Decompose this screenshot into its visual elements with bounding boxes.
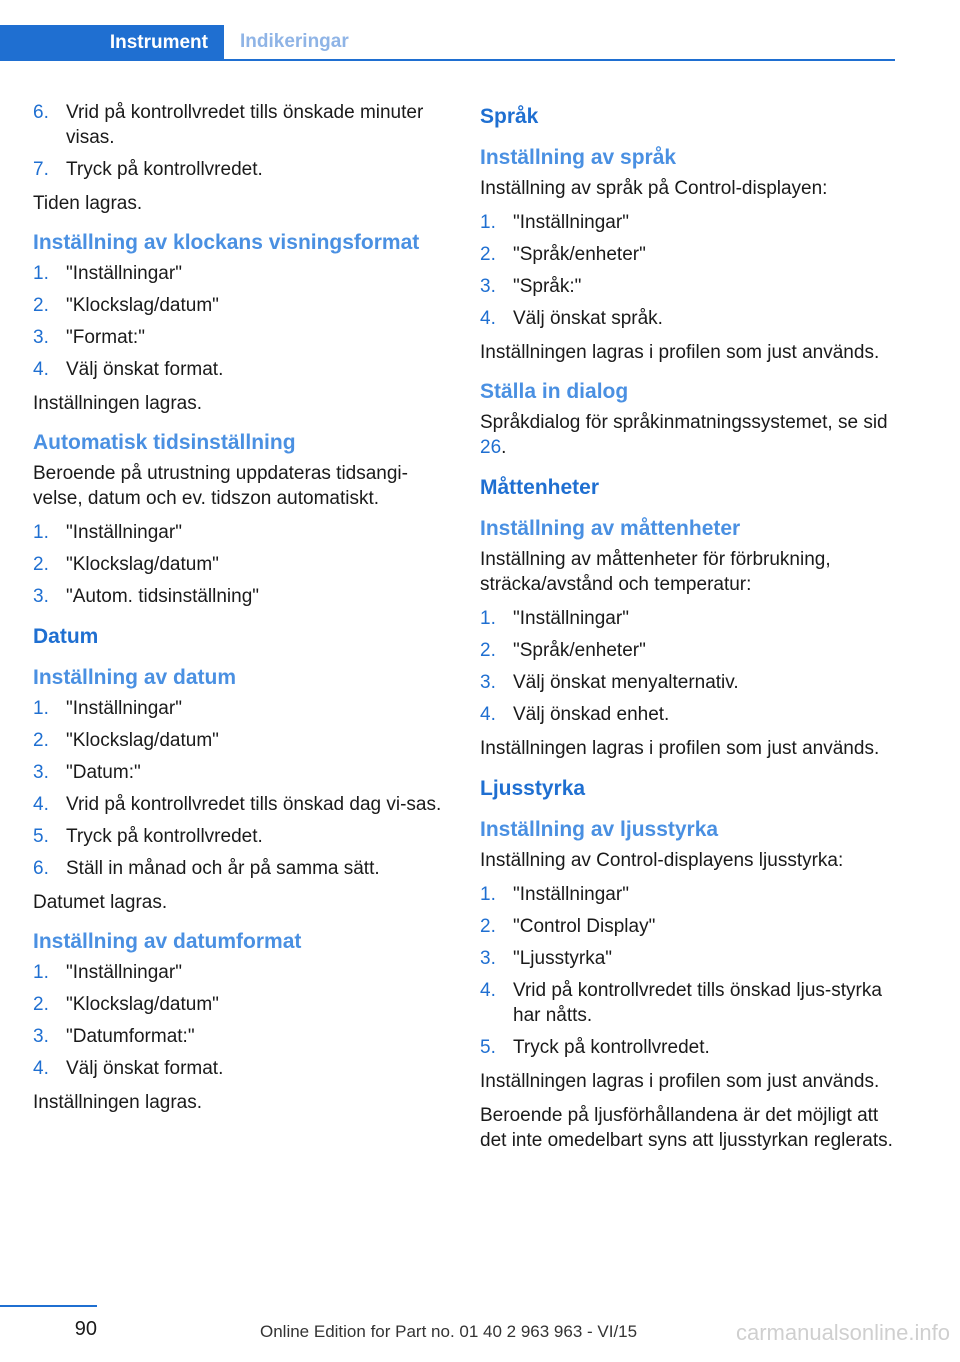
time-saved-text: Tiden lagras. [33, 193, 143, 214]
date-format-steps [33, 960, 448, 1081]
step-text: "Control Display" [513, 916, 656, 937]
brightness-heading: Ljusstyrka [480, 777, 586, 800]
list-item [480, 978, 900, 1028]
step-number: 7. [33, 159, 49, 180]
list-item [480, 882, 900, 907]
units-steps [480, 606, 900, 727]
list-item [33, 992, 448, 1017]
step-number: 4. [480, 704, 496, 725]
brightness-description: Inställning av Control-displayens ljusstyrka: [480, 850, 844, 871]
date-format-heading: Inställning av datumformat [33, 930, 302, 953]
date-steps [33, 696, 448, 881]
auto-time-steps [33, 520, 448, 609]
list-item [33, 293, 448, 318]
list-item [33, 696, 448, 721]
list-item [480, 670, 900, 695]
step-number: 3. [33, 762, 49, 783]
units-description: Inställning av måttenheter för förbrukning, sträcka/avstånd och temperatur: [480, 549, 831, 595]
step-text: Vrid på kontrollvredet tills önskad ljus-styrka har nåtts. [513, 980, 882, 1026]
step-text: Välj önskat menyalternativ. [513, 672, 739, 693]
page-reference-link[interactable]: 26 [480, 437, 502, 458]
step-number: 5. [480, 1037, 496, 1058]
language-saved-text: Inställningen lagras i profilen som just används. [480, 342, 880, 363]
step-number: 4. [33, 359, 49, 380]
dialog-description [480, 410, 900, 460]
step-text: Välj önskat format. [66, 1058, 224, 1079]
language-steps [480, 210, 900, 331]
list-item [33, 552, 448, 577]
list-item [33, 584, 448, 609]
step-number: 2. [33, 554, 49, 575]
list-item [33, 520, 448, 545]
step-number: 1. [33, 263, 49, 284]
footer-divider [0, 1305, 97, 1307]
list-item [480, 606, 900, 631]
step-text: "Språk/enheter" [513, 640, 646, 661]
list-item [33, 1056, 448, 1081]
step-number: 3. [33, 327, 49, 348]
units-saved-text: Inställningen lagras i profilen som just används. [480, 738, 880, 759]
dialog-text-end: . [501, 437, 507, 458]
step-number: 6. [33, 102, 49, 123]
setting-saved-text: Inställningen lagras. [33, 393, 202, 414]
language-description: Inställning av språk på Control-displayen: [480, 178, 828, 199]
step-text: Tryck på kontrollvredet. [66, 159, 263, 180]
step-number: 5. [33, 826, 49, 847]
step-text: Välj önskat format. [66, 359, 224, 380]
dialog-heading: Ställa in dialog [480, 380, 629, 403]
watermark: carmanualsonline.info [735, 1320, 950, 1345]
step-number: 2. [33, 994, 49, 1015]
language-heading: Språk [480, 105, 539, 128]
list-item [480, 914, 900, 939]
brightness-saved-text: Inställningen lagras i profilen som just används. [480, 1071, 880, 1092]
step-text: "Inställningar" [513, 608, 629, 629]
step-number: 2. [480, 244, 496, 265]
step-number: 4. [33, 1058, 49, 1079]
step-text: Vrid på kontrollvredet tills önskad dag vi-sas. [66, 794, 442, 815]
auto-time-description: Beroende på utrustning uppdateras tidsangi-velse, datum och ev. tidszon automatiskt. [33, 463, 408, 509]
brightness-steps [480, 882, 900, 1060]
header-tabbar [0, 25, 895, 61]
step-number: 4. [33, 794, 49, 815]
step-text: "Datum:" [66, 762, 141, 783]
time-steps-list [33, 100, 448, 182]
language-setting-heading: Inställning av språk [480, 146, 677, 169]
step-text: Välj önskat språk. [513, 308, 663, 329]
edition-text: Online Edition for Part no. 01 40 2 963 963 - VI/15 [260, 1322, 638, 1341]
step-text: "Format:" [66, 327, 145, 348]
step-number: 1. [480, 608, 496, 629]
step-text: "Ljusstyrka" [513, 948, 613, 969]
brightness-setting-heading: Inställning av ljusstyrka [480, 818, 719, 841]
units-setting-heading: Inställning av måttenheter [480, 517, 741, 540]
header-divider [0, 59, 895, 61]
step-text: "Klockslag/datum" [66, 554, 219, 575]
list-item [33, 261, 448, 286]
step-number: 1. [480, 884, 496, 905]
list-item [480, 274, 900, 299]
step-number: 3. [33, 586, 49, 607]
step-number: 3. [480, 672, 496, 693]
step-text: "Inställningar" [513, 884, 629, 905]
step-number: 6. [33, 858, 49, 879]
step-text: Tryck på kontrollvredet. [513, 1037, 710, 1058]
step-text: "Språk/enheter" [513, 244, 646, 265]
step-text: Tryck på kontrollvredet. [66, 826, 263, 847]
clock-format-heading: Inställning av klockans visningsformat [33, 231, 420, 254]
list-item [480, 946, 900, 971]
page-number: 90 [74, 1318, 97, 1340]
step-text: "Klockslag/datum" [66, 730, 219, 751]
step-text: "Autom. tidsinställning" [66, 586, 260, 607]
step-text: "Inställningar" [66, 263, 182, 284]
list-item [480, 242, 900, 267]
auto-time-heading: Automatisk tidsinställning [33, 431, 296, 454]
step-text: "Språk:" [513, 276, 582, 297]
list-item [480, 638, 900, 663]
step-number: 4. [480, 980, 496, 1001]
step-number: 3. [480, 948, 496, 969]
step-number: 1. [33, 962, 49, 983]
list-item [480, 210, 900, 235]
clock-format-steps [33, 261, 448, 382]
step-text: Vrid på kontrollvredet tills önskade minuter visas. [66, 102, 424, 148]
step-text: "Klockslag/datum" [66, 994, 219, 1015]
step-text: "Inställningar" [513, 212, 629, 233]
list-item [33, 824, 448, 849]
step-text: Välj önskad enhet. [513, 704, 670, 725]
step-number: 3. [480, 276, 496, 297]
step-number: 2. [33, 295, 49, 316]
step-text: "Inställningar" [66, 962, 182, 983]
date-format-saved-text: Inställningen lagras. [33, 1092, 202, 1113]
list-item [33, 100, 448, 150]
step-text: "Klockslag/datum" [66, 295, 219, 316]
brightness-note: Beroende på ljusförhållandena är det möjligt att det inte omedelbart syns att ljusstyrkan reglerats. [480, 1105, 893, 1151]
list-item [480, 1035, 900, 1060]
dialog-text: Språkdialog för språkinmatningssystemet, se sid [480, 412, 888, 433]
step-number: 1. [480, 212, 496, 233]
step-number: 2. [33, 730, 49, 751]
list-item [480, 306, 900, 331]
list-item [33, 325, 448, 350]
tab-indikeringar[interactable]: Indikeringar [240, 31, 349, 52]
step-number: 2. [480, 640, 496, 661]
step-number: 2. [480, 916, 496, 937]
list-item [33, 157, 448, 182]
step-number: 1. [33, 698, 49, 719]
step-number: 3. [33, 1026, 49, 1047]
list-item [33, 728, 448, 753]
step-text: Ställ in månad och år på samma sätt. [66, 858, 380, 879]
step-number: 1. [33, 522, 49, 543]
step-number: 4. [480, 308, 496, 329]
date-heading: Datum [33, 625, 99, 648]
units-heading: Måttenheter [480, 476, 600, 499]
step-text: "Inställningar" [66, 698, 182, 719]
list-item [33, 1024, 448, 1049]
left-column [33, 100, 448, 1124]
list-item [480, 702, 900, 727]
list-item [33, 792, 448, 817]
tab-instrument[interactable]: Instrument [0, 25, 224, 61]
list-item [33, 856, 448, 881]
list-item [33, 760, 448, 785]
date-saved-text: Datumet lagras. [33, 892, 168, 913]
list-item [33, 960, 448, 985]
step-text: "Inställningar" [66, 522, 182, 543]
list-item [33, 357, 448, 382]
step-text: "Datumformat:" [66, 1026, 195, 1047]
date-setting-heading: Inställning av datum [33, 666, 237, 689]
right-column [480, 100, 900, 1162]
